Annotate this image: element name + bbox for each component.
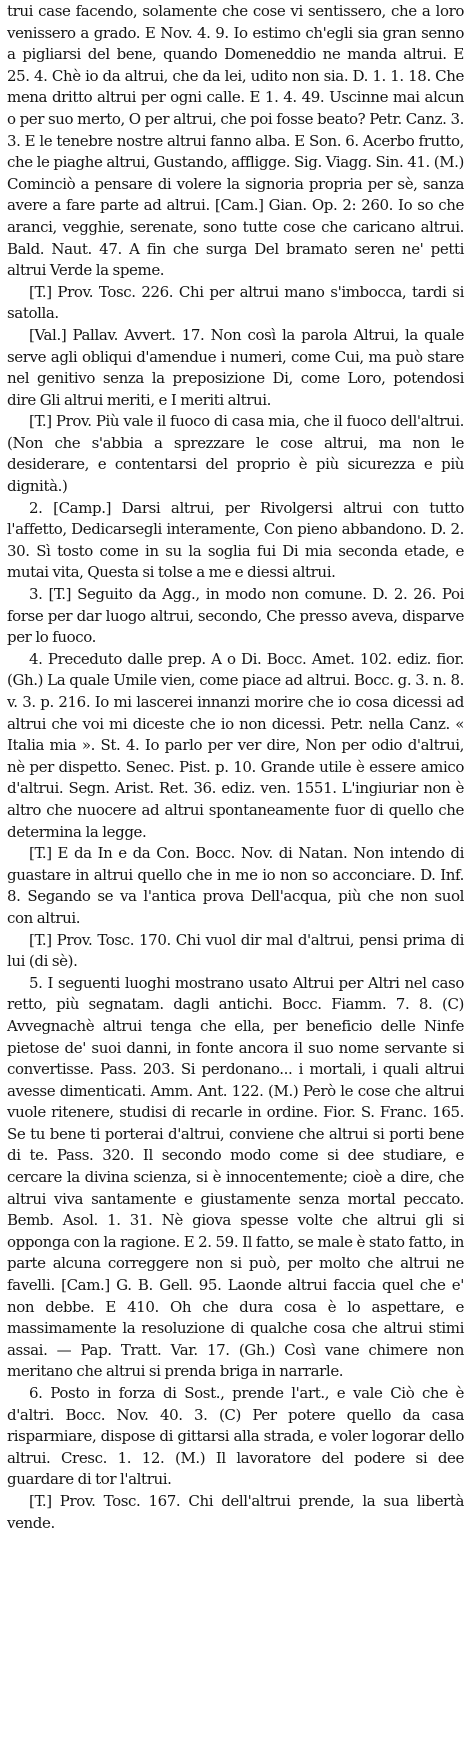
- entry-paragraph-9: 5. I seguenti luoghi mostrano usato Altrui per Altri nel caso retto, più segnatam. dagli antichi. Bocc. Fiamm. 7. 8. (C) Avvegnachè altrui tenga che ella, per beneficio delle Ninfe pietose de' suoi danni, in fonte ancora il suo nome servante si convertisse. Pass. 203. Si perdonano... i mortali, i quali altrui avesse dimenticati. Amm. Ant. 122. (M.) Però le cose che altrui vuole ritenere, studisi di recarle in ordine. Fior. S. Franc. 165. Se tu bene ti porterai d'altrui, conviene che altrui si porti bene di te. Pass. 320. Il secondo modo come si dee studiare, e cercare la divina scienza, si è innocentemente; cioè a dire, che altrui viva santamente e giustamente senza mortal peccato. Bemb. Asol. 1. 31. Nè giova spesse volte che altrui gli si opponga con la ragione. E 2. 59. Il fatto, se male è stato fatto, in parte alcuna correggere non si può, per molto che altrui ne favelli. [Cam.] G. B. Gell. 95. Laonde altrui faccia quel che e' non debbe. E 410. Oh che dura cosa è lo aspettare, e massimamente la resoluzione di qualche cosa che altrui stimi assai. — Pap. Tratt. Var. 17. (Gh.) Così vane chimere non meritano che altrui si prenda briga in narrarle.: [7, 973, 464, 1381]
- entry-paragraph-0: trui case facendo, solamente che cose vi sentissero, che a loro venissero a grado. E Nov. 4. 9. Io estimo ch'egli sia gran senno a pigliarsi del bene, quando Domeneddio ne manda altrui. E 25. 4. Chè io da altrui, che da lei, udito non sia. D. 1. 1. 18. Che mena dritto altrui per ogni calle. E 1. 4. 49. Uscinne mai alcun o per suo merto, O per altrui, che poi fosse beato? Petr. Canz. 3. 3. E le tenebre nostre altrui fanno alba. E Son. 6. Acerbo frutto, che le piaghe altrui, Gustando, affligge. Sig. Viagg. Sin. 41. (M.) Cominciò a pensare di volere la signoria propria per sè, sanza avere a fare parte ad altrui. [Cam.] Gian. Op. 2: 260. Io so che aranci, vegghie, serenate, sono tutte cose che caricano altrui. Bald. Naut. 47. A fin che surga Del bramato seren ne' petti altrui Verde la speme.: [7, 2, 464, 280]
- entry-paragraph-3: [T.] Prov. Più vale il fuoco di casa mia, che il fuoco dell'altrui. (Non che s'abbia a sprezzare le cose altrui, ma non le desiderare, e contentarsi del proprio è più sicurezza e più dignità.): [7, 412, 464, 496]
- entry-paragraph-2: [Val.] Pallav. Avvert. 17. Non così la parola Altrui, la quale serve agli obliqui d'amendue i numeri, come Cui, ma può stare nel genitivo senza la preposizione Di, come Loro, potendosi dire Gli altrui meriti, e I meriti altrui.: [7, 325, 464, 409]
- entry-paragraph-6: 4. Preceduto dalle prep. A o Di. Bocc. Amet. 102. ediz. fior. (Gh.) La quale Umile vien, come piace ad altrui. Bocc. g. 3. n. 8. v. 3. p. 216. Io mi lascerei innanzi morire che io cosa dicessi ad altrui che voi mi diceste che io non dicessi. Petr. nella Canz. « Italia mia ». St. 4. Io parlo per ver dire, Non per odio d'altrui, nè per dispetto. Senec. Pist. p. 10. Grande utile è essere amico d'altrui. Segn. Arist. Ret. 36. ediz. ven. 1551. L'ingiuriar non è altro che nuocere ad altrui spontaneamente fuor di quello che determina la legge.: [7, 649, 464, 841]
- entry-paragraph-11: [T.] Prov. Tosc. 167. Chi dell'altrui prende, la sua libertà vende.: [7, 1491, 464, 1532]
- entry-paragraph-4: 2. [Camp.] Darsi altrui, per Rivolgersi altrui con tutto l'affetto, Dedicarsegli interamente, Con pieno abbandono. D. 2. 30. Sì tosto come in su la soglia fui Di mia seconda etade, e mutai vita, Questa si tolse a me e diessi altrui.: [7, 498, 464, 582]
- entry-paragraph-10: 6. Posto in forza di Sost., prende l'art., e vale Ciò che è d'altri. Bocc. Nov. 40. 3. (C) Per potere quello da casa risparmiare, dispose di gittarsi alla strada, e voler logorar dello altrui. Cresc. 1. 12. (M.) Il lavoratore del podere si dee guardare di tor l'altrui.: [7, 1384, 464, 1489]
- entry-paragraph-5: 3. [T.] Seguito da Agg., in modo non comune. D. 2. 26. Poi forse per dar luogo altrui, secondo, Che presso aveva, disparve per lo fuoco.: [7, 585, 464, 647]
- entry-paragraph-7: [T.] E da In e da Con. Bocc. Nov. di Natan. Non intendo di guastare in altrui quello che in me io non so acconciare. D. Inf. 8. Segando se va l'antica prova Dell'acqua, più che non suol con altrui.: [7, 844, 464, 927]
- entry-paragraph-8: [T.] Prov. Tosc. 170. Chi vuol dir mal d'altrui, pensi prima di lui (di sè).: [7, 930, 464, 971]
- entry-paragraph-1: [T.] Prov. Tosc. 226. Chi per altrui mano s'imbocca, tardi si satolla.: [7, 282, 464, 323]
